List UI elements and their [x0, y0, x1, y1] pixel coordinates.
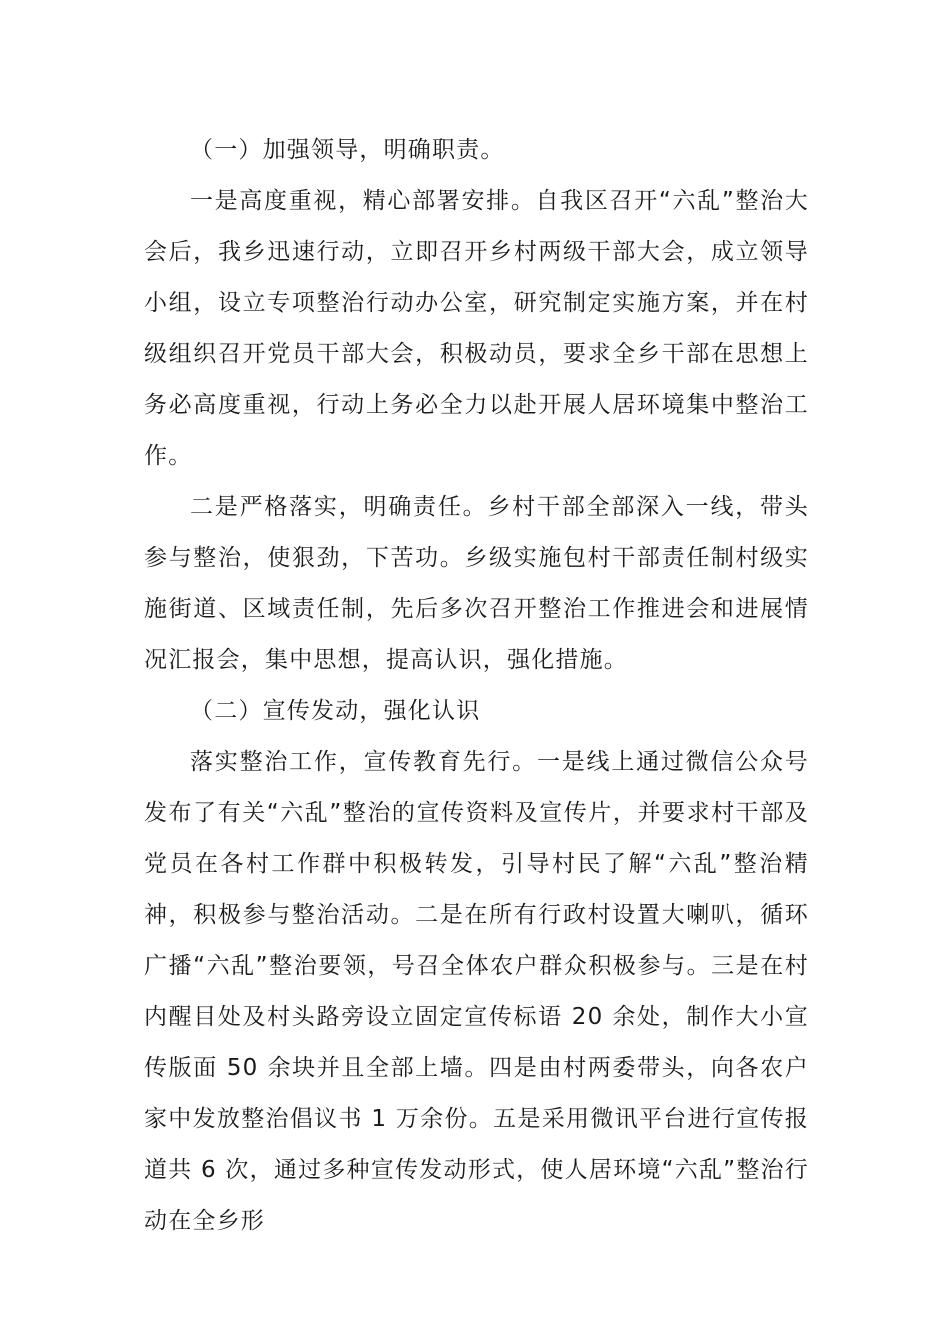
section2-heading: （二）宣传发动，强化认识 — [190, 698, 481, 724]
paragraph-2: 二是严格落实，明确责任。乡村干部全部深入一线，带头参与整治，使狠劲，下苦功。乡级实施包村干部责任制村级实施街道、区域责任制，先后多次召开整治工作推进会和进展情况汇报会，集中思想，提高认识，强化措施。 — [144, 494, 809, 673]
document-body — [144, 125, 809, 1247]
paragraph-3: 落实整治工作，宣传教育先行。一是线上通过微信公众号发布了有关“六乱”整治的宣传资料及宣传片，并要求村干部及党员在各村工作群中积极转发，引导村民了解“六乱”整治精神，积极参与整治活动。二是在所有行政村设置大喇叭，循环广播“六乱”整治要领，号召全体农户群众积极参与。三是在村内醒目处及村头路旁设立固定宣传标语 20 余处，制作大小宣传版面 50 余块并且全部上墙。四是由村两委带头，向各农户家中发放整治倡议书 1 万余份。五是采用微讯平台进行宣传报道共 6 次，通过多种宣传发动形式，使人居环境“六乱”整治行动在全乡形 — [144, 749, 809, 1234]
section1-heading: （一）加强领导，明确职责。 — [190, 137, 505, 163]
paragraph-1: 一是高度重视，精心部署安排。自我区召开“六乱”整治大会后，我乡迅速行动，立即召开乡村两级干部大会，成立领导小组，设立专项整治行动办公室，研究制定实施方案，并在村级组织召开党员干部大会，积极动员，要求全乡干部在思想上务必高度重视，行动上务必全力以赴开展人居环境集中整治工作。 — [144, 188, 809, 469]
